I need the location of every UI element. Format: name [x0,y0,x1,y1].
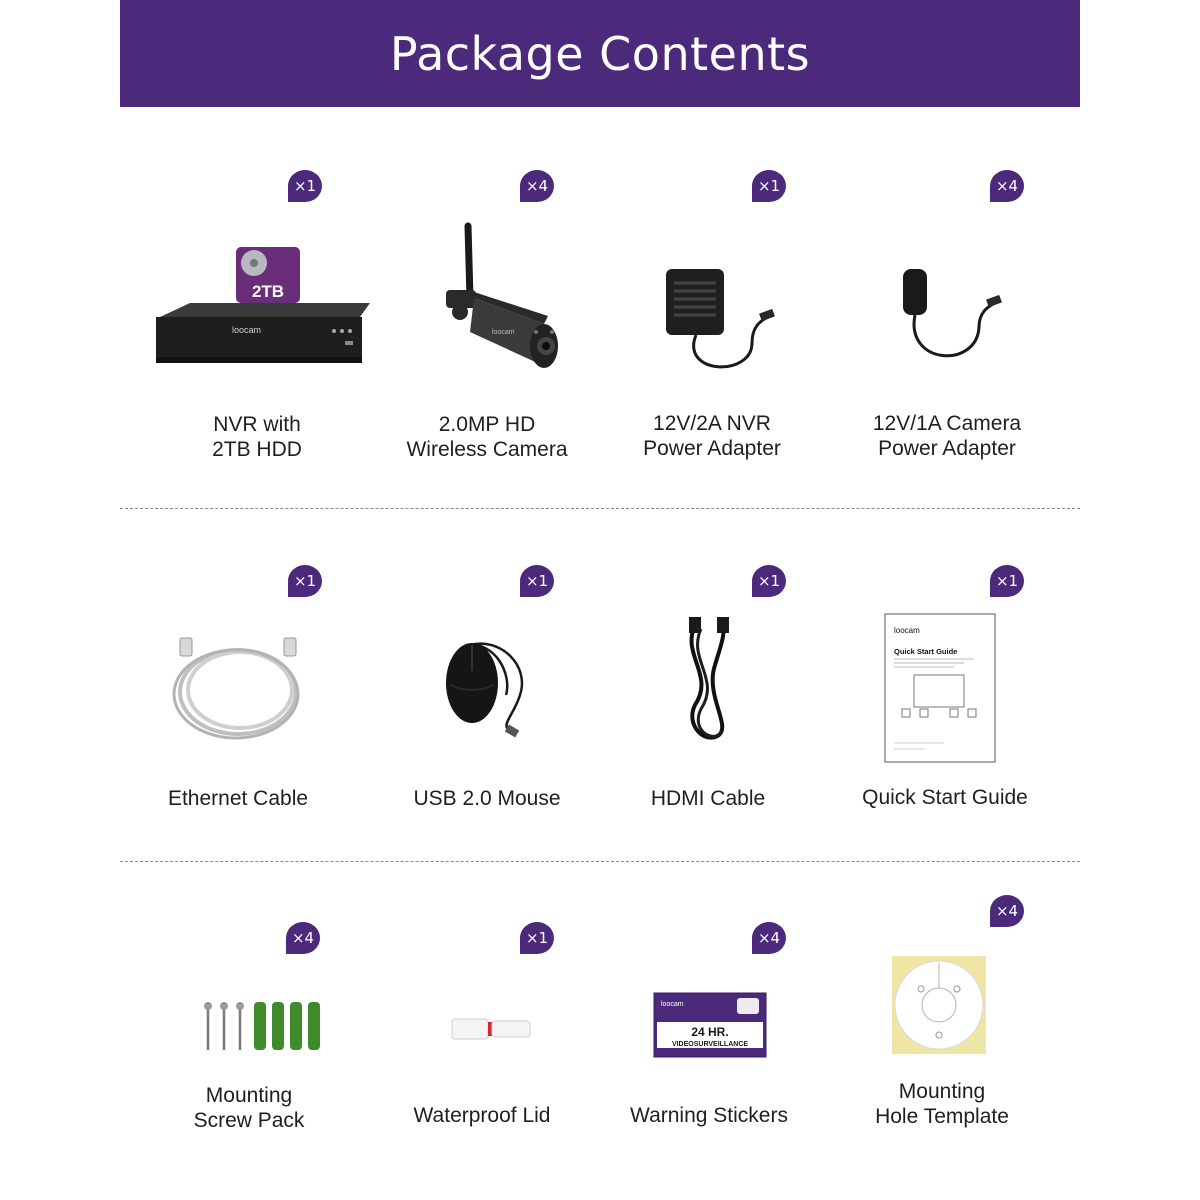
quantity-badge: ×4 [752,922,786,954]
item-label: 2.0MP HD Wireless Camera [406,413,568,461]
waterproof-lid-icon [450,1017,532,1041]
quick-start-guide-icon [884,613,996,763]
nvr-power-adapter-icon [660,265,780,380]
camera-power-adapter-icon [895,265,1005,375]
quantity-badge: ×4 [286,922,320,954]
quantity-badge: ×1 [752,565,786,597]
warning-sticker-icon [653,992,767,1058]
item-label: NVR with 2TB HDD [212,413,302,461]
hdd-capacity-text: 2TB [251,282,285,301]
usb-mouse-icon [440,635,550,745]
item-label: Quick Start Guide [862,786,1028,809]
sticker-headline-text: 24 HR. [691,1025,729,1039]
item-label: Mounting Screw Pack [193,1084,305,1132]
item-label: 12V/1A Camera Power Adapter [872,412,1022,460]
quantity-badge: ×1 [520,565,554,597]
item-label: USB 2.0 Mouse [413,787,561,810]
hole-template-icon [891,955,987,1055]
page-title: Package Contents [389,26,811,81]
item-label: Waterproof Lid [413,1104,551,1127]
quantity-badge: ×1 [752,170,786,202]
item-label: 12V/2A NVR Power Adapter [643,412,781,460]
nvr-with-hard-drive-icon [150,245,380,375]
item-label: Mounting Hole Template [875,1080,1009,1128]
guide-brand-text: loocam [894,626,920,635]
screw-pack-icon [196,998,321,1054]
guide-title-text: Quick Start Guide [894,647,958,656]
sticker-brand-text: loocam [661,1001,684,1008]
sticker-subline-text: VIDEOSURVEILLANCE [671,1041,749,1048]
row-divider [120,508,1080,509]
quantity-badge: ×1 [520,922,554,954]
quantity-badge: ×4 [990,170,1024,202]
quantity-badge: ×1 [288,170,322,202]
quantity-badge: ×1 [288,565,322,597]
wireless-camera-icon [440,220,570,380]
page-header [120,0,1080,107]
nvr-brand-text: loocam [232,325,262,335]
quantity-badge: ×4 [990,895,1024,927]
item-label: Ethernet Cable [167,787,309,810]
item-label: Warning Stickers [630,1104,788,1127]
quantity-badge: ×1 [990,565,1024,597]
camera-brand-text: loocam [492,329,515,336]
ethernet-cable-icon [170,630,310,740]
row-divider [120,861,1080,862]
quantity-badge: ×4 [520,170,554,202]
item-label: HDMI Cable [650,787,766,810]
hdmi-cable-icon [675,615,745,750]
